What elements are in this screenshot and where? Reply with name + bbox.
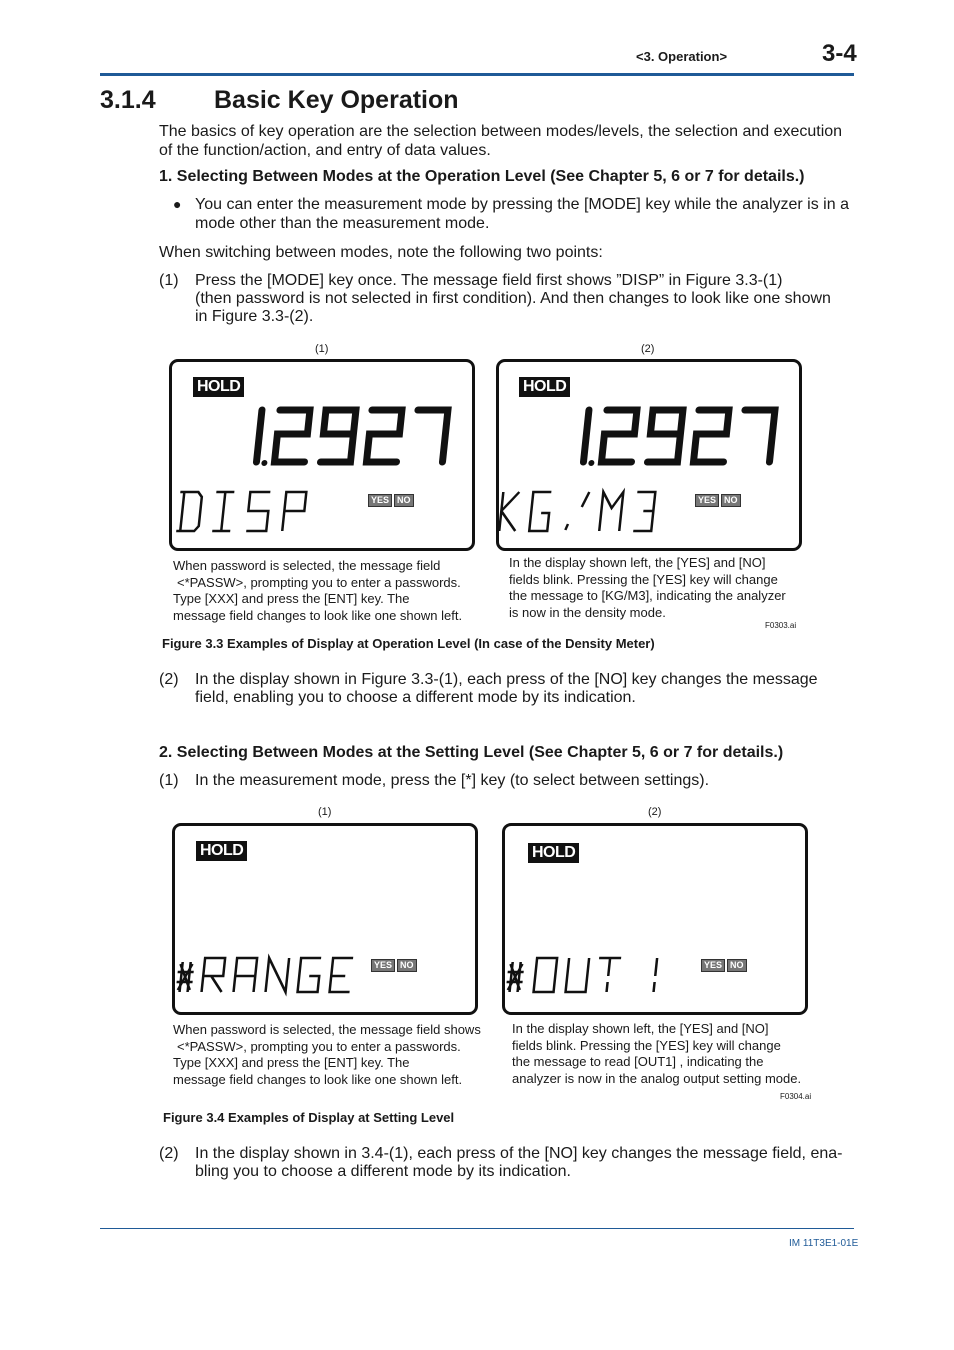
- no-indicator: NO: [397, 959, 417, 972]
- note-line: <*PASSW>, prompting you to enter a passwords.: [177, 574, 461, 590]
- footer-rule: [100, 1228, 854, 1229]
- no-indicator: NO: [394, 494, 414, 507]
- message-segments-range: [175, 826, 475, 1012]
- note-line: is now in the density mode.: [509, 604, 666, 620]
- note-line: Type [XXX] and press the [ENT] key. The: [173, 591, 410, 606]
- note-line: the message to read [OUT1] , indicating the: [512, 1054, 764, 1069]
- step1-number: (1): [159, 272, 179, 289]
- lcd-display-out1: [502, 823, 808, 1015]
- document-id: IM 11T3E1-01E: [789, 1238, 859, 1249]
- step1-line3: in Figure 3.3-(2).: [195, 308, 314, 325]
- yes-no-indicators: [695, 494, 743, 507]
- fig34-note-left: [173, 1022, 481, 1088]
- section-number: 3.1.4: [100, 86, 156, 114]
- message-segments-out1: [505, 826, 805, 1012]
- note-line: In the display shown left, the [YES] and [NO]: [509, 555, 766, 570]
- no-indicator: NO: [727, 959, 747, 972]
- yes-no-indicators: [368, 494, 416, 507]
- note-line: <*PASSW>, prompting you to enter a passwords.: [177, 1038, 461, 1054]
- yes-indicator: YES: [701, 959, 725, 972]
- bullet-icon: ●: [173, 196, 182, 212]
- yes-indicator: YES: [695, 494, 719, 507]
- note-line: In the display shown left, the [YES] and [NO]: [512, 1021, 769, 1036]
- fig33-filename: F0303.ai: [765, 621, 797, 630]
- message-segments-disp: [172, 362, 472, 548]
- part1-lead: When switching between modes, note the following two points:: [159, 244, 603, 261]
- p2-step2-line2: bling you to choose a different mode by its indication.: [195, 1163, 571, 1180]
- hold-indicator: HOLD: [193, 377, 244, 397]
- step1-line1: Press the [MODE] key once. The message field first shows ”DISP” in Figure 3.3-(1): [195, 272, 783, 289]
- yes-no-indicators: [701, 959, 749, 972]
- fig34-filename: F0304.ai: [780, 1092, 812, 1101]
- p2-step1-text: In the measurement mode, press the [*] key (to select between settings).: [195, 772, 710, 789]
- fig34-label-1: (1): [318, 806, 332, 818]
- p1-step2-number: (2): [159, 671, 179, 688]
- section-title: [100, 86, 459, 115]
- part1-bullet: You can enter the measurement mode by pressing the [MODE] key while the analyzer is in a mode other than the measurement mode.: [195, 196, 849, 232]
- running-header-section: <3. Operation>: [636, 49, 728, 64]
- step1-line2: (then password is not selected in first condition). And then changes to look like one shown: [195, 290, 831, 307]
- note-line: When password is selected, the message field: [173, 558, 441, 573]
- fig33-label-2: (2): [641, 343, 655, 355]
- fig34-caption: Figure 3.4 Examples of Display at Setting Level: [163, 1110, 455, 1125]
- fig33-caption: Figure 3.3 Examples of Display at Operation Level (In case of the Density Meter): [162, 636, 655, 651]
- page-number: 3-4: [822, 40, 857, 67]
- note-line: Type [XXX] and press the [ENT] key. The: [173, 1055, 410, 1070]
- section-title-text: Basic Key Operation: [214, 86, 459, 114]
- fig33-note-right: [509, 555, 786, 621]
- lcd-display-range: [172, 823, 478, 1015]
- message-segments-kgm3: [499, 362, 799, 548]
- note-line: analyzer is now in the analog output setting mode.: [512, 1070, 802, 1086]
- p2-step2-number: (2): [159, 1145, 179, 1162]
- p2-step2-line1: In the display shown in 3.4-(1), each press of the [NO] key changes the message field, ena-: [195, 1145, 843, 1162]
- fig33-note-left: [173, 558, 462, 624]
- yes-indicator: YES: [368, 494, 392, 507]
- lcd-display-disp: [169, 359, 475, 551]
- fig34-label-2: (2): [648, 806, 662, 818]
- no-indicator: NO: [721, 494, 741, 507]
- yes-no-indicators: [371, 959, 419, 972]
- part1-heading: 1. Selecting Between Modes at the Operation Level (See Chapter 5, 6 or 7 for details.): [159, 168, 805, 185]
- part2-heading: 2. Selecting Between Modes at the Setting Level (See Chapter 5, 6 or 7 for details.): [159, 744, 784, 761]
- fig33-label-1: (1): [315, 343, 329, 355]
- hold-indicator: HOLD: [196, 841, 247, 861]
- p1-step2-line1: In the display shown in Figure 3.3-(1), each press of the [NO] key changes the message: [195, 671, 818, 688]
- intro-paragraph: The basics of key operation are the selection between modes/levels, the selection and execution of the function/action, and entry of data values.: [159, 123, 843, 159]
- hold-indicator: HOLD: [519, 377, 570, 397]
- p1-step2-line2: field, enabling you to choose a different mode by its indication.: [195, 689, 636, 706]
- fig34-note-right: [512, 1021, 801, 1087]
- note-line: the message to [KG/M3], indicating the analyzer: [509, 588, 786, 603]
- note-line: message field changes to look like one shown left.: [173, 607, 463, 623]
- note-line: When password is selected, the message field shows: [173, 1022, 481, 1037]
- hold-indicator: HOLD: [528, 843, 579, 863]
- header-rule: [100, 73, 854, 76]
- note-line: message field changes to look like one shown left.: [173, 1071, 463, 1087]
- note-line: fields blink. Pressing the [YES] key will change: [509, 571, 778, 587]
- p2-step1-number: (1): [159, 772, 179, 789]
- note-line: fields blink. Pressing the [YES] key will change: [512, 1037, 781, 1053]
- lcd-display-kgm3: [496, 359, 802, 551]
- yes-indicator: YES: [371, 959, 395, 972]
